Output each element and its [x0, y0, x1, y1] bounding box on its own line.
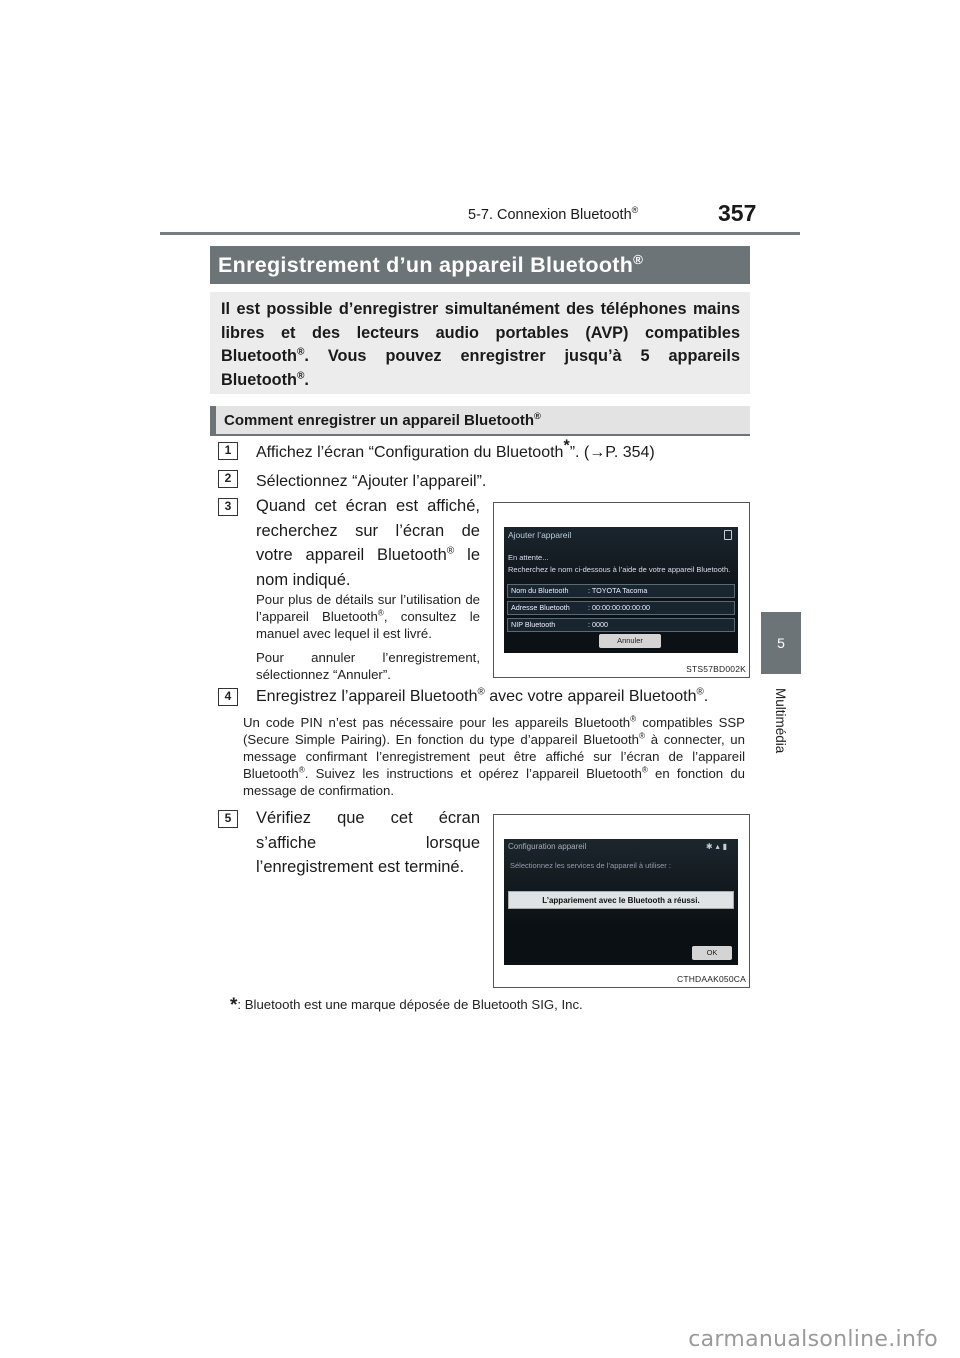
step-number-1: 1: [218, 442, 238, 460]
cancel-button[interactable]: Annuler: [599, 634, 661, 648]
step-4-text-c: .: [703, 688, 709, 705]
step-4-note-d: . Suivez les instructions et opérez l’appareil Bluetooth: [304, 766, 642, 781]
ok-button[interactable]: OK: [692, 946, 732, 960]
step-1-text-c: P. 354): [605, 444, 655, 461]
step-3-note-1-a: Pour plus de détails sur l’utilisation de l’appareil Bluetooth: [256, 592, 480, 624]
intro-part-3: .: [304, 370, 309, 389]
info-key: NIP Bluetooth: [511, 620, 556, 629]
chapter-tab: 5: [761, 612, 801, 674]
bluetooth-icon: ✱: [705, 842, 716, 851]
footnote: [230, 993, 583, 1015]
info-key: Nom du Bluetooth: [511, 586, 569, 595]
step-4-text-b: avec votre appareil Bluetooth: [484, 688, 697, 705]
page-title: [210, 246, 750, 284]
status-icons: [706, 842, 730, 851]
reg-mark: ®: [641, 765, 648, 775]
reg-mark: ®: [639, 731, 646, 741]
reg-mark: ®: [296, 346, 305, 358]
step-1-text: [256, 437, 756, 464]
info-value: : 00:00:00:00:00:00: [588, 603, 650, 612]
info-row: [507, 618, 735, 632]
subsection-header: [210, 406, 750, 436]
phone-icon: [724, 530, 732, 540]
screenshot-add-device: [493, 502, 750, 678]
screen-subtitle: Sélectionnez les services de l’appareil à utiliser :: [510, 861, 671, 870]
screenshot-pairing-success: [493, 814, 750, 988]
intro-part-2: . Vous pouvez enregistrer jusqu’à 5 appareils Bluetooth: [221, 347, 740, 389]
page-number: 357: [718, 200, 757, 226]
step-number-3: 3: [218, 498, 238, 516]
arrow-icon: →: [589, 444, 606, 461]
chapter-label-text: Multimédia: [773, 688, 788, 754]
section-header: [468, 207, 638, 223]
info-value: : TOYOTA Tacoma: [588, 586, 648, 595]
step-number-5: 5: [218, 810, 238, 828]
step-4-text: [256, 686, 756, 708]
screen-title: Configuration appareil: [508, 842, 587, 851]
screen-status: En attente...: [508, 553, 549, 562]
reg-mark: ®: [696, 686, 704, 698]
step-4-note-e: en fonction du message de confirmation.: [243, 766, 745, 798]
battery-icon: ▮: [722, 842, 730, 851]
step-number-4: 4: [218, 688, 238, 706]
header-rule: [160, 232, 800, 235]
intro-text: [221, 298, 740, 392]
info-row: [507, 584, 735, 598]
step-1-text-b: ”. (: [569, 444, 590, 461]
step-4-note-a: Un code PIN n’est pas nécessaire pour les appareils Bluetooth: [243, 715, 631, 730]
step-5-text: Vérifiez que cet écran s’affiche lorsque l’enregistrement est terminé.: [256, 809, 480, 876]
info-value: : 0000: [588, 620, 608, 629]
device-screen: [504, 527, 738, 653]
step-4-note: [243, 714, 745, 799]
footnote-text: : Bluetooth est une marque déposée de Bluetooth SIG, Inc.: [237, 997, 583, 1012]
step-3-text-b: le nom indiqué.: [256, 546, 480, 589]
page-title-text: Enregistrement d’un appareil Bluetooth: [218, 253, 634, 277]
screen-title: Ajouter l’appareil: [508, 530, 572, 540]
reg-mark: ®: [377, 608, 384, 618]
reg-mark: ®: [298, 765, 305, 775]
pairing-success-popup: L’appariement avec le Bluetooth a réussi.: [508, 891, 734, 909]
step-3-text: [256, 494, 480, 592]
info-row: [507, 601, 735, 615]
reg-mark: ®: [296, 370, 305, 382]
reg-mark: ®: [630, 714, 637, 724]
reg-mark: ®: [446, 545, 455, 557]
step-3-text-a: Quand cet écran est affiché, recherchez sur l’écran de votre appareil Bluetooth: [256, 497, 480, 564]
step-4-text-a: Enregistrez l’appareil Bluetooth: [256, 688, 478, 705]
watermark: carmanualsonline.info: [688, 1327, 938, 1352]
step-3-note-1-b: , consultez le manuel avec lequel il est livré.: [256, 609, 480, 641]
info-key: Adresse Bluetooth: [511, 603, 570, 612]
step-3-note-1: [256, 591, 480, 642]
signal-icon: ▴: [715, 842, 723, 851]
chapter-label: [768, 688, 790, 798]
section-header-text: 5-7. Connexion Bluetooth: [468, 207, 632, 223]
step-3-note-2: Pour annuler l’enregistrement, sélectionnez “Annuler”.: [256, 650, 480, 682]
step-4-note-c: à connecter, un message confirmant l’enregistrement peut être affiché sur l’écran de l’appareil Bluetooth: [243, 732, 745, 781]
device-screen: [504, 839, 738, 965]
reg-mark: ®: [534, 411, 541, 421]
asterisk: *: [230, 995, 238, 1016]
subsection-header-text: Comment enregistrer un appareil Bluetooth: [224, 412, 535, 429]
screen-instruction: Recherchez le nom ci-dessous à l’aide de votre appareil Bluetooth.: [508, 565, 731, 574]
image-code: CTHDAAK050CA: [676, 974, 746, 984]
reg-mark: ®: [477, 686, 485, 698]
asterisk: *: [563, 437, 570, 455]
step-2-text: Sélectionnez “Ajouter l’appareil”.: [256, 473, 487, 490]
step-1-text-a: Affichez l’écran “Configuration du Bluetooth: [256, 444, 564, 461]
image-code: STS57BD002K: [686, 664, 746, 674]
reg-mark: ®: [631, 205, 639, 216]
step-number-2: 2: [218, 470, 238, 488]
intro-part-1: Il est possible d’enregistrer simultanément des téléphones mains libres et des lecteurs audio portables (AVP) compatibles Bluetooth: [221, 300, 740, 365]
step-4-note-b: compatibles SSP (Secure Simple Pairing). En fonction du type d’appareil Bluetooth: [243, 715, 745, 747]
reg-mark: ®: [633, 251, 644, 267]
